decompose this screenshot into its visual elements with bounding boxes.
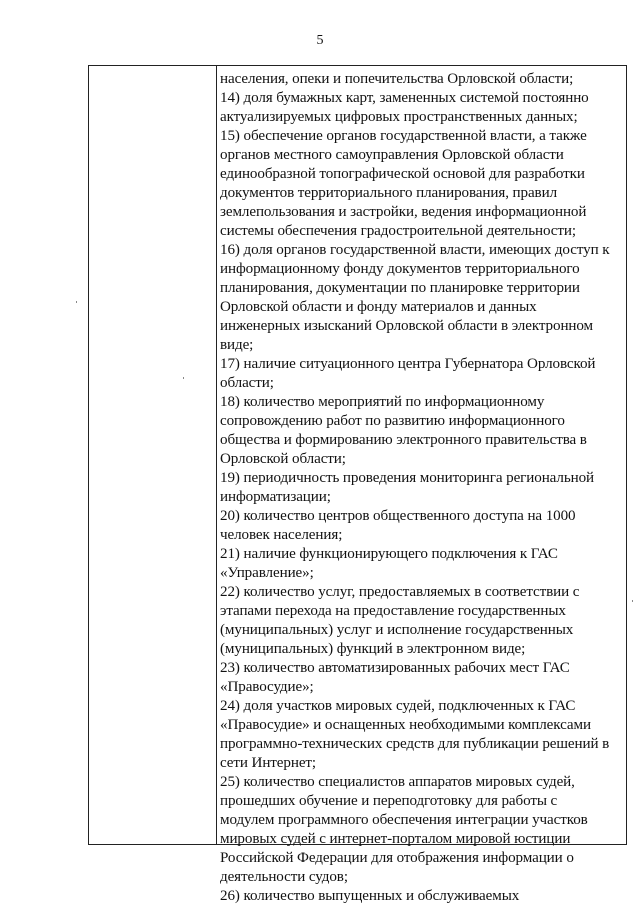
text-line: деятельности судов; xyxy=(220,869,348,885)
text-line: информационному фонду документов территориального xyxy=(220,261,580,277)
text-line: Орловской области; xyxy=(220,451,346,467)
text-line: населения, опеки и попечительства Орловской области; xyxy=(220,71,574,87)
text-line: 25) количество специалистов аппаратов мировых судей, xyxy=(220,774,575,790)
text-line: прошедших обучение и переподготовку для работы с xyxy=(220,793,558,809)
text-line: 18) количество мероприятий по информационному xyxy=(220,394,545,410)
text-line: (муниципальных) услуг и исполнение государственных xyxy=(220,622,574,638)
text-line: документов территориального планирования, правил xyxy=(220,185,557,201)
text-line: 17) наличие ситуационного центра Губернатора Орловской xyxy=(220,356,596,372)
text-line: органов местного самоуправления Орловской области xyxy=(220,147,564,163)
text-line: (муниципальных) функций в электронном виде; xyxy=(220,641,526,657)
text-line: актуализируемых цифровых пространственных данных; xyxy=(220,109,578,125)
text-line: человек населения; xyxy=(220,527,343,543)
text-line: «Правосудие»; xyxy=(220,679,314,695)
text-line: 26) количество выпущенных и обслуживаемых xyxy=(220,888,520,904)
text-line: общества и формированию электронного правительства в xyxy=(220,432,587,448)
text-line: мировых судей с интернет-порталом мировой юстиции xyxy=(220,831,571,847)
document-table xyxy=(88,65,627,904)
text-line: единообразной топографической основой для разработки xyxy=(220,166,585,182)
text-line: 20) количество центров общественного доступа на 1000 xyxy=(220,508,576,524)
table-left-cell xyxy=(89,66,217,844)
text-line: «Управление»; xyxy=(220,565,314,581)
text-line: планирования, документации по планировке территории xyxy=(220,280,580,296)
text-line: «Правосудие» и оснащенных необходимыми комплексами xyxy=(220,717,591,733)
text-line: системы обеспечения градостроительной деятельности; xyxy=(220,223,576,239)
text-line: землепользования и застройки, ведения информационной xyxy=(220,204,587,220)
text-line: 23) количество автоматизированных рабочих мест ГАС xyxy=(220,660,570,676)
text-line: 15) обеспечение органов государственной власти, а также xyxy=(220,128,587,144)
text-line: модулем программного обеспечения интеграции участков xyxy=(220,812,588,828)
text-line: Российской Федерации для отображения информации о xyxy=(220,850,574,866)
text-line: программно-технических средств для публикации решений в xyxy=(220,736,610,752)
scan-speck xyxy=(183,377,184,379)
text-line: 21) наличие функционирующего подключения к ГАС xyxy=(220,546,558,562)
table-right-cell xyxy=(220,70,622,906)
scan-speck xyxy=(76,301,77,303)
text-line: этапами перехода на предоставление государственных xyxy=(220,603,566,619)
text-line: Орловской области и фонду материалов и данных xyxy=(220,299,537,315)
text-line: сети Интернет; xyxy=(220,755,317,771)
text-line: информатизации; xyxy=(220,489,331,505)
text-line: инженерных изысканий Орловской области в электронном xyxy=(220,318,594,334)
text-line: 14) доля бумажных карт, замененных системой постоянно xyxy=(220,90,589,106)
page-number: 5 xyxy=(316,33,324,48)
text-line: 19) периодичность проведения мониторинга региональной xyxy=(220,470,595,486)
text-line: 16) доля органов государственной власти, имеющих доступ к xyxy=(220,242,610,258)
scan-speck xyxy=(632,600,633,602)
text-line: области; xyxy=(220,375,274,391)
text-line: 22) количество услуг, предоставляемых в соответствии с xyxy=(220,584,580,600)
text-line: виде; xyxy=(220,337,254,353)
text-line: сопровождению работ по развитию информационного xyxy=(220,413,565,429)
text-line: 24) доля участков мировых судей, подключенных к ГАС xyxy=(220,698,576,714)
